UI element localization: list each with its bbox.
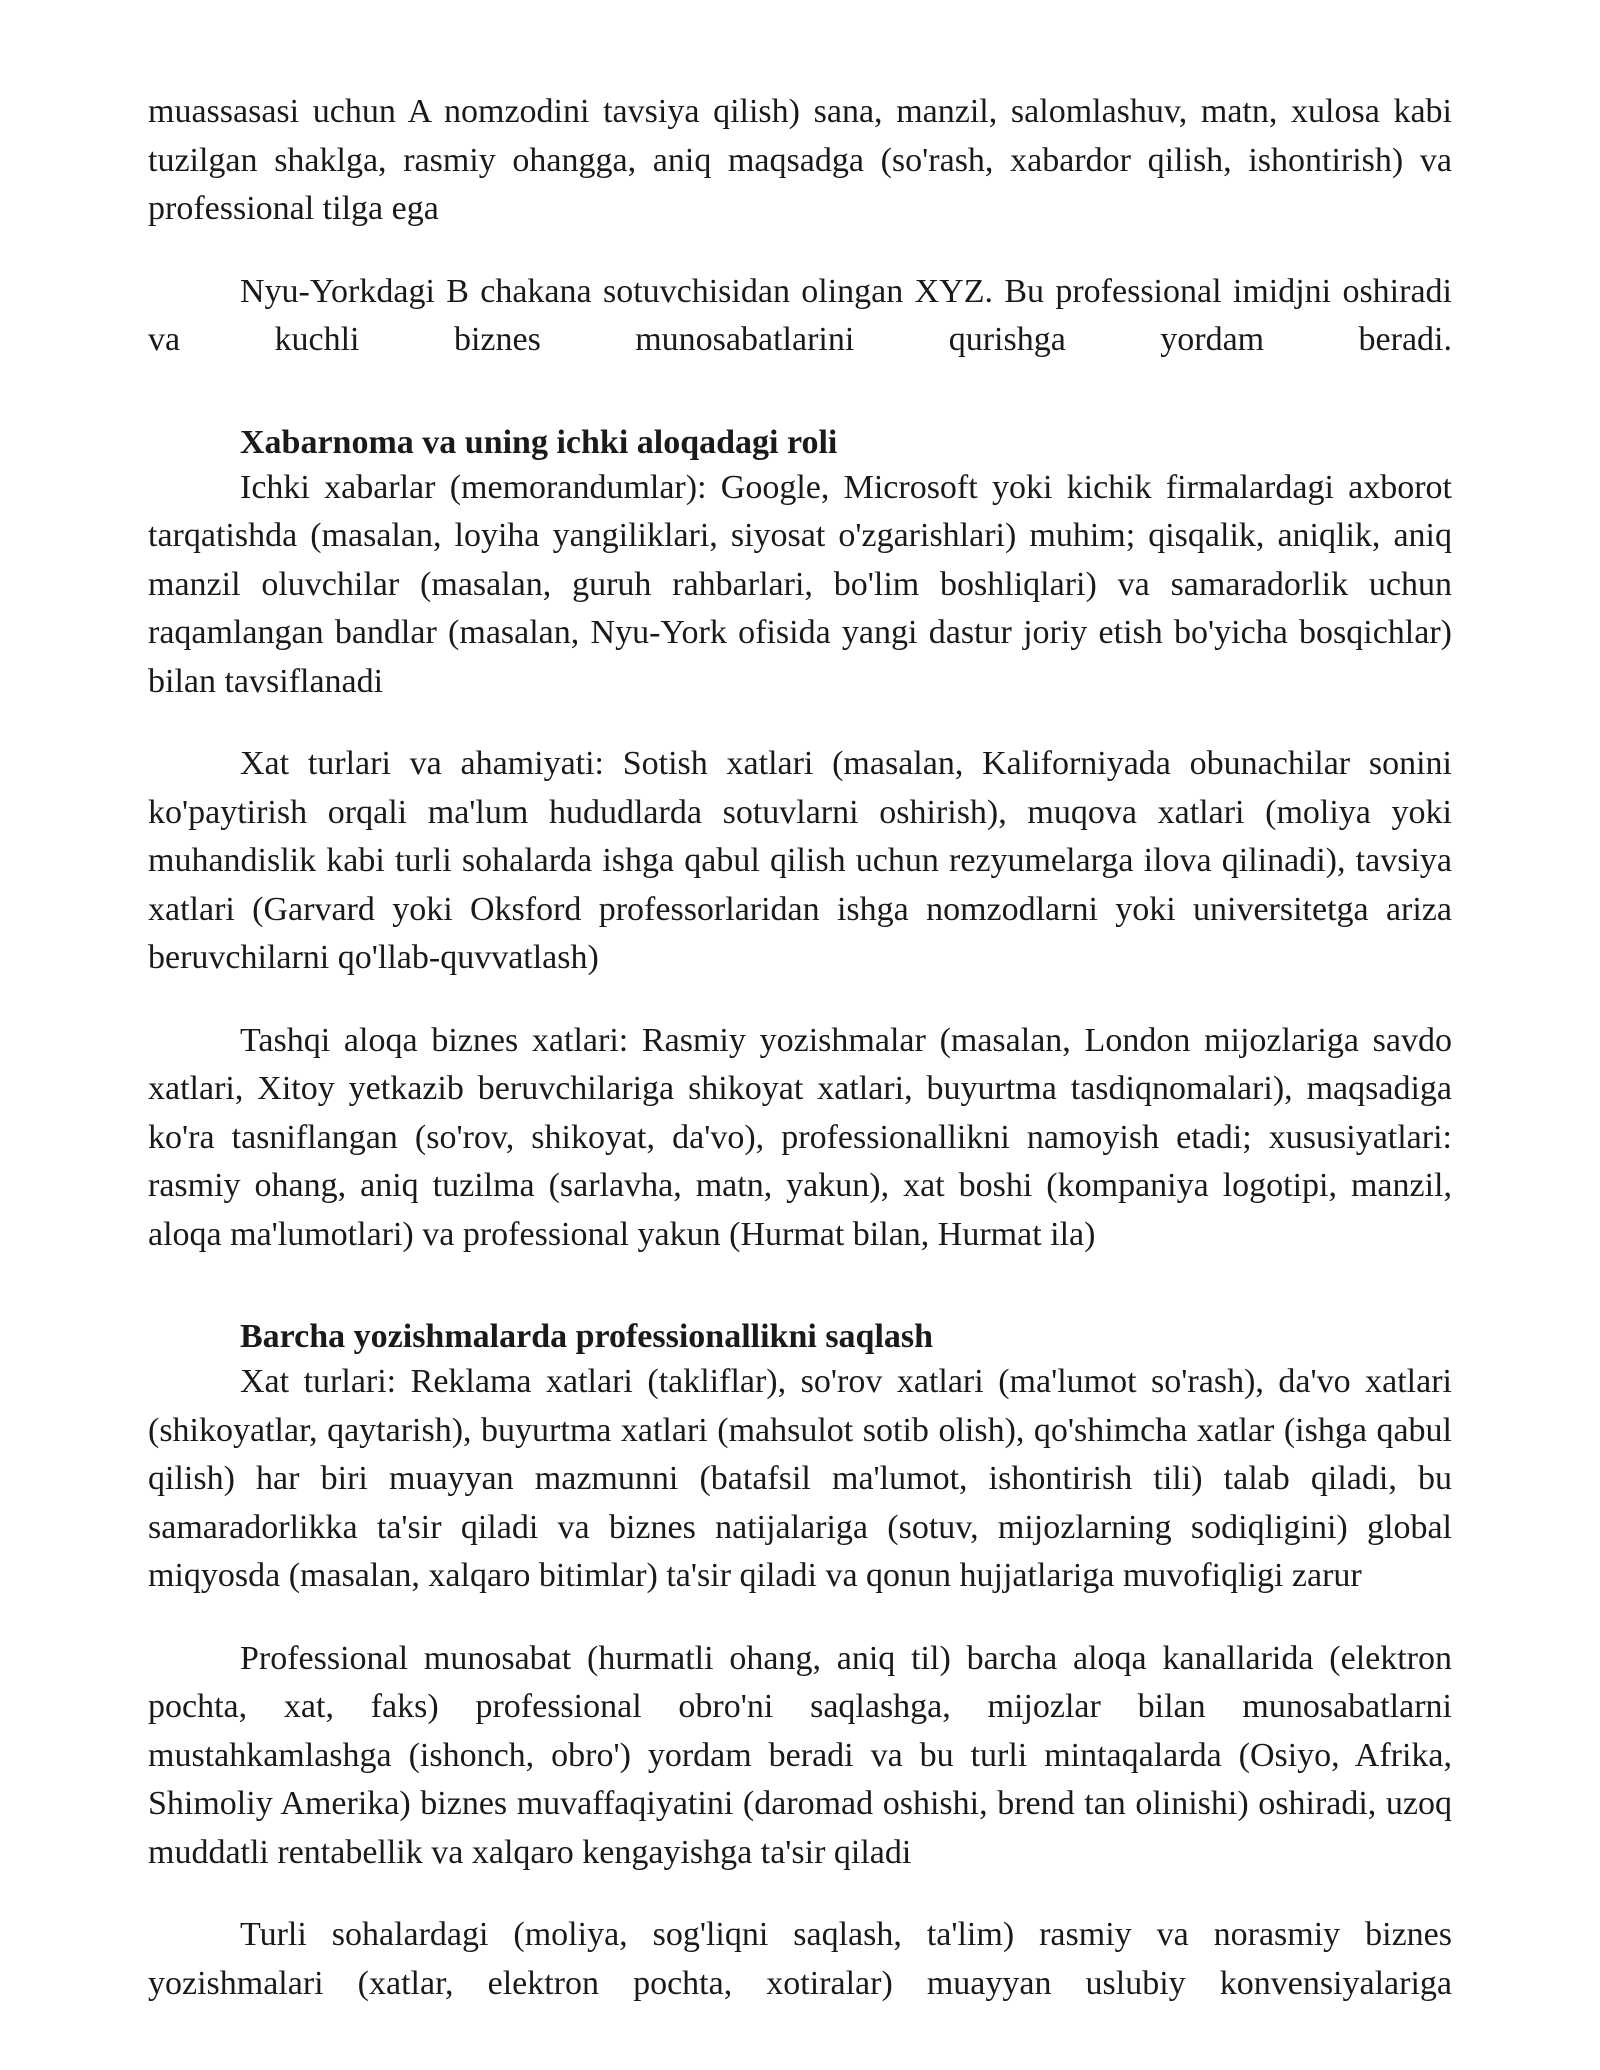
paragraph-4: Xat turlari va ahamiyati: Sotish xatlari (masalan, Kaliforniyada obunachilar sonini ko'paytirish orqali ma'lum hududlarda sotuvlarni oshirish), muqova xatlari (moliya yoki muhandislik kabi turli sohalarda ishga qabul qilish uchun rezyumelarga ilova qilinadi), tavsiya xatlari (Garvard yoki Oksford professorlaridan ishga nomzodlarni yoki universitetga ariza beruvchilarni qo'llab-quvvatlash) — [148, 745, 1452, 976]
section-heading-2: Barcha yozishmalarda professionallikni saqlash — [240, 1318, 934, 1355]
paragraph-5: Tashqi aloqa biznes xatlari: Rasmiy yozishmalar (masalan, London mijozlariga savdo xatlari, Xitoy yetkazib beruvchilariga shikoyat xatlari, buyurtma tasdiqnomalari), maqsadiga ko'ra tasniflangan (so'rov, shikoyat, da'vo), professionallikni namoyish etadi; xususiyatlari: rasmiy ohang, aniq tuzilma (sarlavha, matn, yakun), xat boshi (kompaniya logotipi, manzil, aloqa ma'lumotlari) va professional yakun (Hurmat bilan, Hurmat ila) — [148, 1021, 1452, 1253]
section-heading-1: Xabarnoma va uning ichki aloqadagi roli — [240, 423, 838, 461]
paragraph-2: Nyu-Yorkdagi B chakana sotuvchisidan olingan XYZ. Bu professional imidjni oshiradi va kuchli biznes munosabatlarini qurishga yordam beradi. — [148, 272, 1452, 358]
paragraph-3: Ichki xabarlar (memorandumlar): Google, Microsoft yoki kichik firmalardagi axborot tarqatishda (masalan, loyiha yangiliklari, siyosat o'zgarishlari) muhim; qisqalik, aniqlik, aniq manzil oluvchilar (masalan, guruh rahbarlari, bo'lim boshliqlari) va samaradorlik uchun raqamlangan bandlar (masalan, Nyu-York ofisida yangi dastur joriy etish bo'yicha bosqichlar) bilan tavsiflanadi — [148, 468, 1452, 700]
paragraph-8: Turli sohalardagi (moliya, sog'liqni saqlash, ta'lim) rasmiy va norasmiy biznes yozishmalari (xatlar, elektron pochta, xotiralar) muayyan uslubiy konvensiyalariga — [148, 1916, 1452, 2002]
paragraph-1: muassasasi uchun A nomzodini tavsiya qilish) sana, manzil, salomlashuv, matn, xulosa kabi tuzilgan shaklga, rasmiy ohangga, aniq maqsadga (so'rash, xabardor qilish, ishontirish) va professional tilga ega — [148, 93, 1452, 227]
paragraph-6: Xat turlari: Reklama xatlari (takliflar), so'rov xatlari (ma'lumot so'rash), da'vo xatlari (shikoyatlar, qaytarish), buyurtma xatlari (mahsulot sotib olish), qo'shimcha xatlar (ishga qabul qilish) har biri muayyan mazmunni (batafsil ma'lumot, ishontirish tili) talab qiladi, bu samaradorlikka ta'sir qiladi va biznes natijalariga (sotuv, mijozlarning sodiqligini) global miqyosda (masalan, xalqaro bitimlar) ta'sir qiladi va qonun hujjatlariga muvofiqligi zarur — [148, 1363, 1452, 1594]
paragraph-7: Professional munosabat (hurmatli ohang, aniq til) barcha aloqa kanallarida (elektron pochta, xat, faks) professional obro'ni saqlashga, mijozlar bilan munosabatlarni mustahkamlashga (ishonch, obro') yordam beradi va bu turli mintaqalarda (Osiyo, Afrika, Shimoliy Amerika) biznes muvaffaqiyatini (daromad oshishi, brend tan olinishi) oshiradi, uzoq muddatli rentabellik va xalqaro kengayishga ta'sir qiladi — [148, 1639, 1452, 1871]
document-page — [148, 88, 1452, 2042]
